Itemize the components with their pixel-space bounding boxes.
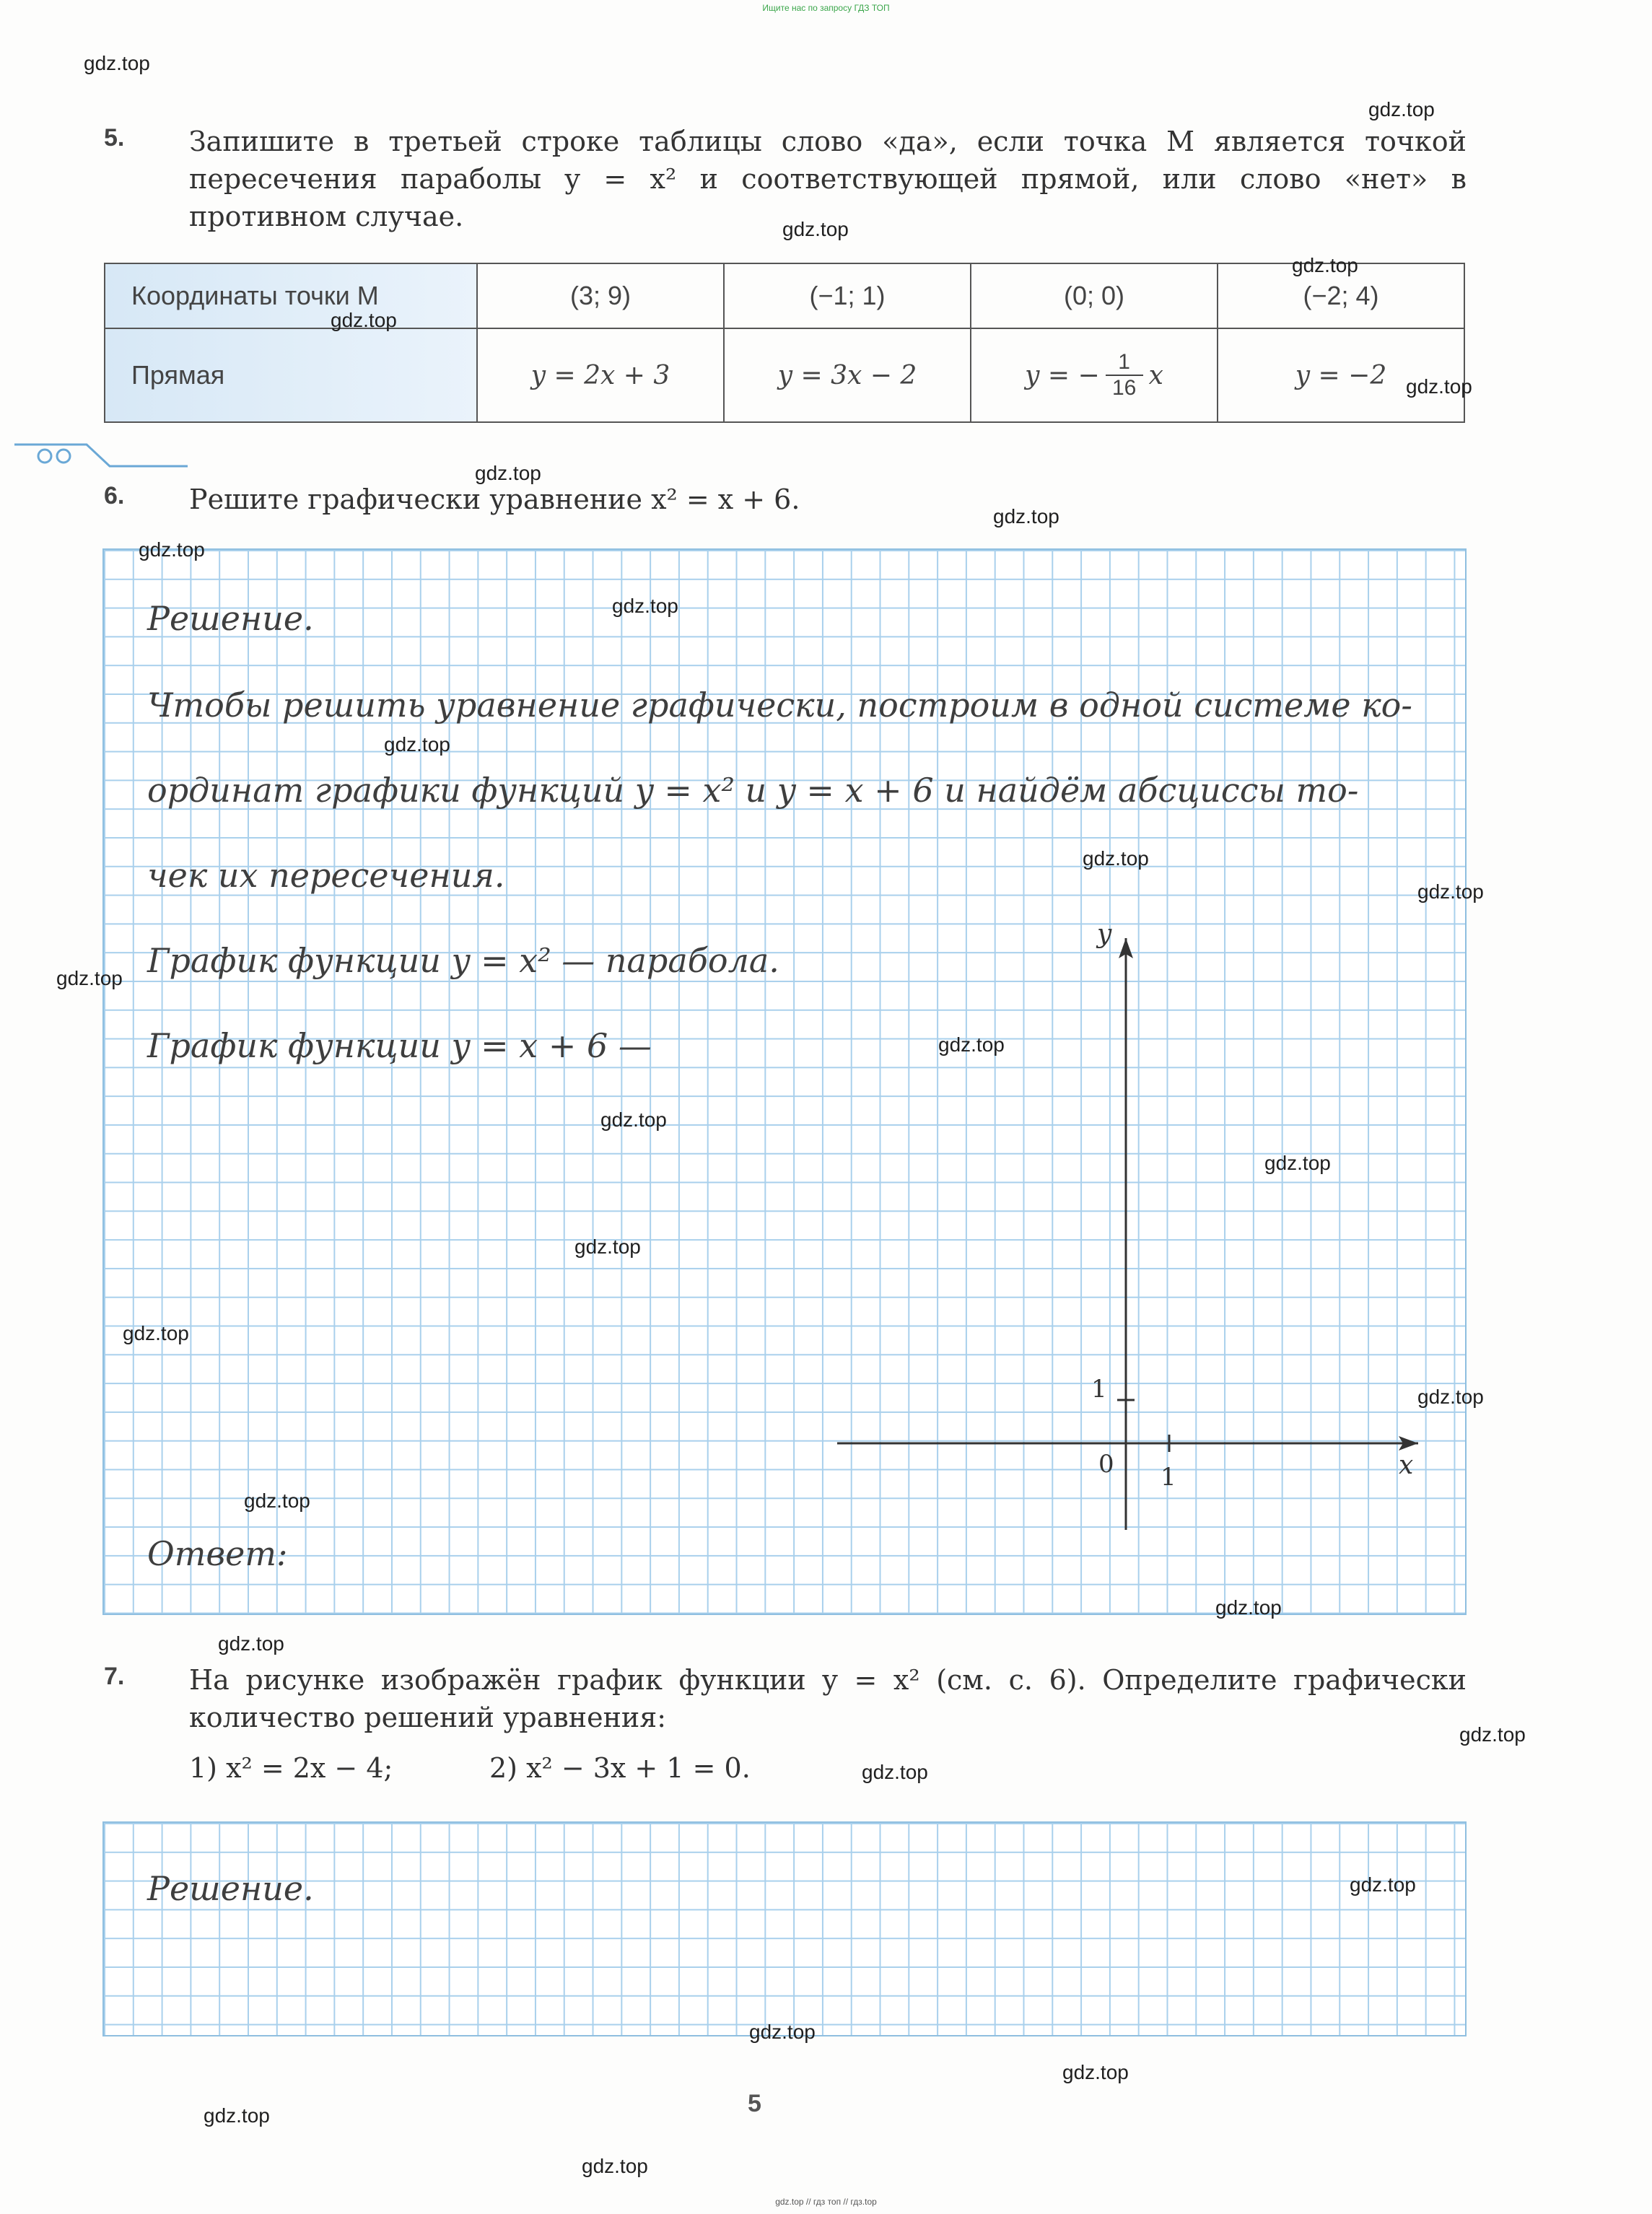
line-cell: y = 2x + 3	[476, 328, 725, 423]
line-cell: y = 3x − 2	[723, 328, 971, 423]
bottom-note: gdz.top // гдз топ // гдз.top	[775, 2197, 877, 2207]
watermark: gdz.top	[139, 538, 205, 561]
watermark: gdz.top	[600, 1108, 667, 1131]
coordinate-axes	[816, 916, 1436, 1537]
section-divider-icon	[14, 442, 188, 471]
top-note: Ищите нас по запросу ГДЗ ТОП	[762, 3, 890, 13]
fraction-numerator: 1	[1118, 350, 1130, 374]
watermark: gdz.top	[1417, 880, 1484, 903]
task5-table	[104, 263, 1465, 423]
row2-label: Прямая	[104, 328, 478, 423]
y-axis-label: y	[1097, 919, 1112, 949]
watermark: gdz.top	[123, 1322, 189, 1344]
fraction-denominator: 16	[1111, 376, 1137, 400]
watermark: gdz.top	[1459, 1723, 1526, 1746]
watermark: gdz.top	[84, 52, 150, 74]
task7-solution-label: Решение.	[147, 1869, 314, 1908]
point-cell: (−1; 1)	[723, 263, 971, 329]
x-tick-label: 1	[1161, 1463, 1176, 1492]
task7-grid	[102, 1821, 1467, 2036]
task7-text: На рисунке изображён график функции y = x² (см. с. 6). Определите графически количество решений уравнения:	[189, 1664, 1467, 1733]
watermark: gdz.top	[582, 2155, 648, 2177]
point-cell: (−2; 4)	[1217, 263, 1465, 329]
task6-number: 6.	[104, 482, 125, 509]
task7-number: 7.	[104, 1663, 125, 1690]
fraction	[1106, 350, 1143, 401]
watermark: gdz.top	[574, 1235, 641, 1258]
page-number: 5	[748, 2090, 761, 2117]
watermark: gdz.top	[204, 2104, 270, 2127]
watermark: gdz.top	[938, 1033, 1005, 1056]
solution-line: ординат графики функций y = x² и y = x + 6 и найдём абсциссы то-	[147, 771, 1359, 810]
task5-text: Запишите в третьей строке таблицы слово «да», если точка M является точкой пересечения параболы y = x² и соответствующей прямой, или слово «нет» в противном случае.	[189, 126, 1467, 232]
solution-line: График функции y = x + 6 —	[147, 1026, 652, 1065]
watermark: gdz.top	[244, 1489, 310, 1512]
solution-line: График функции y = x² — парабола.	[147, 941, 779, 980]
watermark: gdz.top	[782, 218, 849, 240]
watermark: gdz.top	[1215, 1596, 1282, 1619]
task6-answer-label: Ответ:	[147, 1534, 288, 1573]
watermark: gdz.top	[1417, 1386, 1484, 1408]
row1-label: Координаты точки M	[104, 263, 478, 329]
watermark: gdz.top	[612, 595, 678, 617]
line3-suffix: x	[1148, 360, 1163, 390]
watermark: gdz.top	[862, 1761, 928, 1783]
task6-solution-label: Решение.	[147, 599, 314, 638]
watermark: gdz.top	[1083, 847, 1149, 870]
x-axis-label: x	[1399, 1451, 1414, 1480]
watermark: gdz.top	[1368, 98, 1435, 121]
origin-label: 0	[1098, 1450, 1114, 1479]
watermark: gdz.top	[475, 462, 541, 484]
watermark: gdz.top	[331, 309, 397, 331]
watermark: gdz.top	[218, 1632, 284, 1655]
line-cell: y = −2	[1217, 328, 1465, 423]
line-cell-fraction	[970, 328, 1218, 423]
task6-text: Решите графически уравнение x² = x + 6.	[189, 484, 800, 515]
watermark: gdz.top	[1406, 375, 1472, 398]
task7-equation-1: 1) x² = 2x − 4;	[189, 1752, 393, 1784]
watermark: gdz.top	[1062, 2061, 1129, 2083]
watermark: gdz.top	[1292, 254, 1358, 276]
solution-line: чек их пересечения.	[147, 856, 505, 895]
watermark: gdz.top	[1264, 1152, 1331, 1174]
line3-prefix: y = −	[1025, 360, 1100, 390]
task5-number: 5.	[104, 124, 125, 152]
watermark: gdz.top	[384, 733, 450, 756]
task7-equation-2: 2) x² − 3x + 1 = 0.	[489, 1752, 751, 1784]
y-tick-label: 1	[1091, 1375, 1107, 1404]
solution-line: Чтобы решить уравнение графически, построим в одной системе ко-	[147, 686, 1412, 725]
watermark: gdz.top	[749, 2021, 816, 2043]
point-cell: (0; 0)	[970, 263, 1218, 329]
watermark: gdz.top	[1350, 1873, 1416, 1896]
watermark: gdz.top	[993, 505, 1059, 528]
watermark: gdz.top	[56, 967, 123, 989]
point-cell: (3; 9)	[476, 263, 725, 329]
